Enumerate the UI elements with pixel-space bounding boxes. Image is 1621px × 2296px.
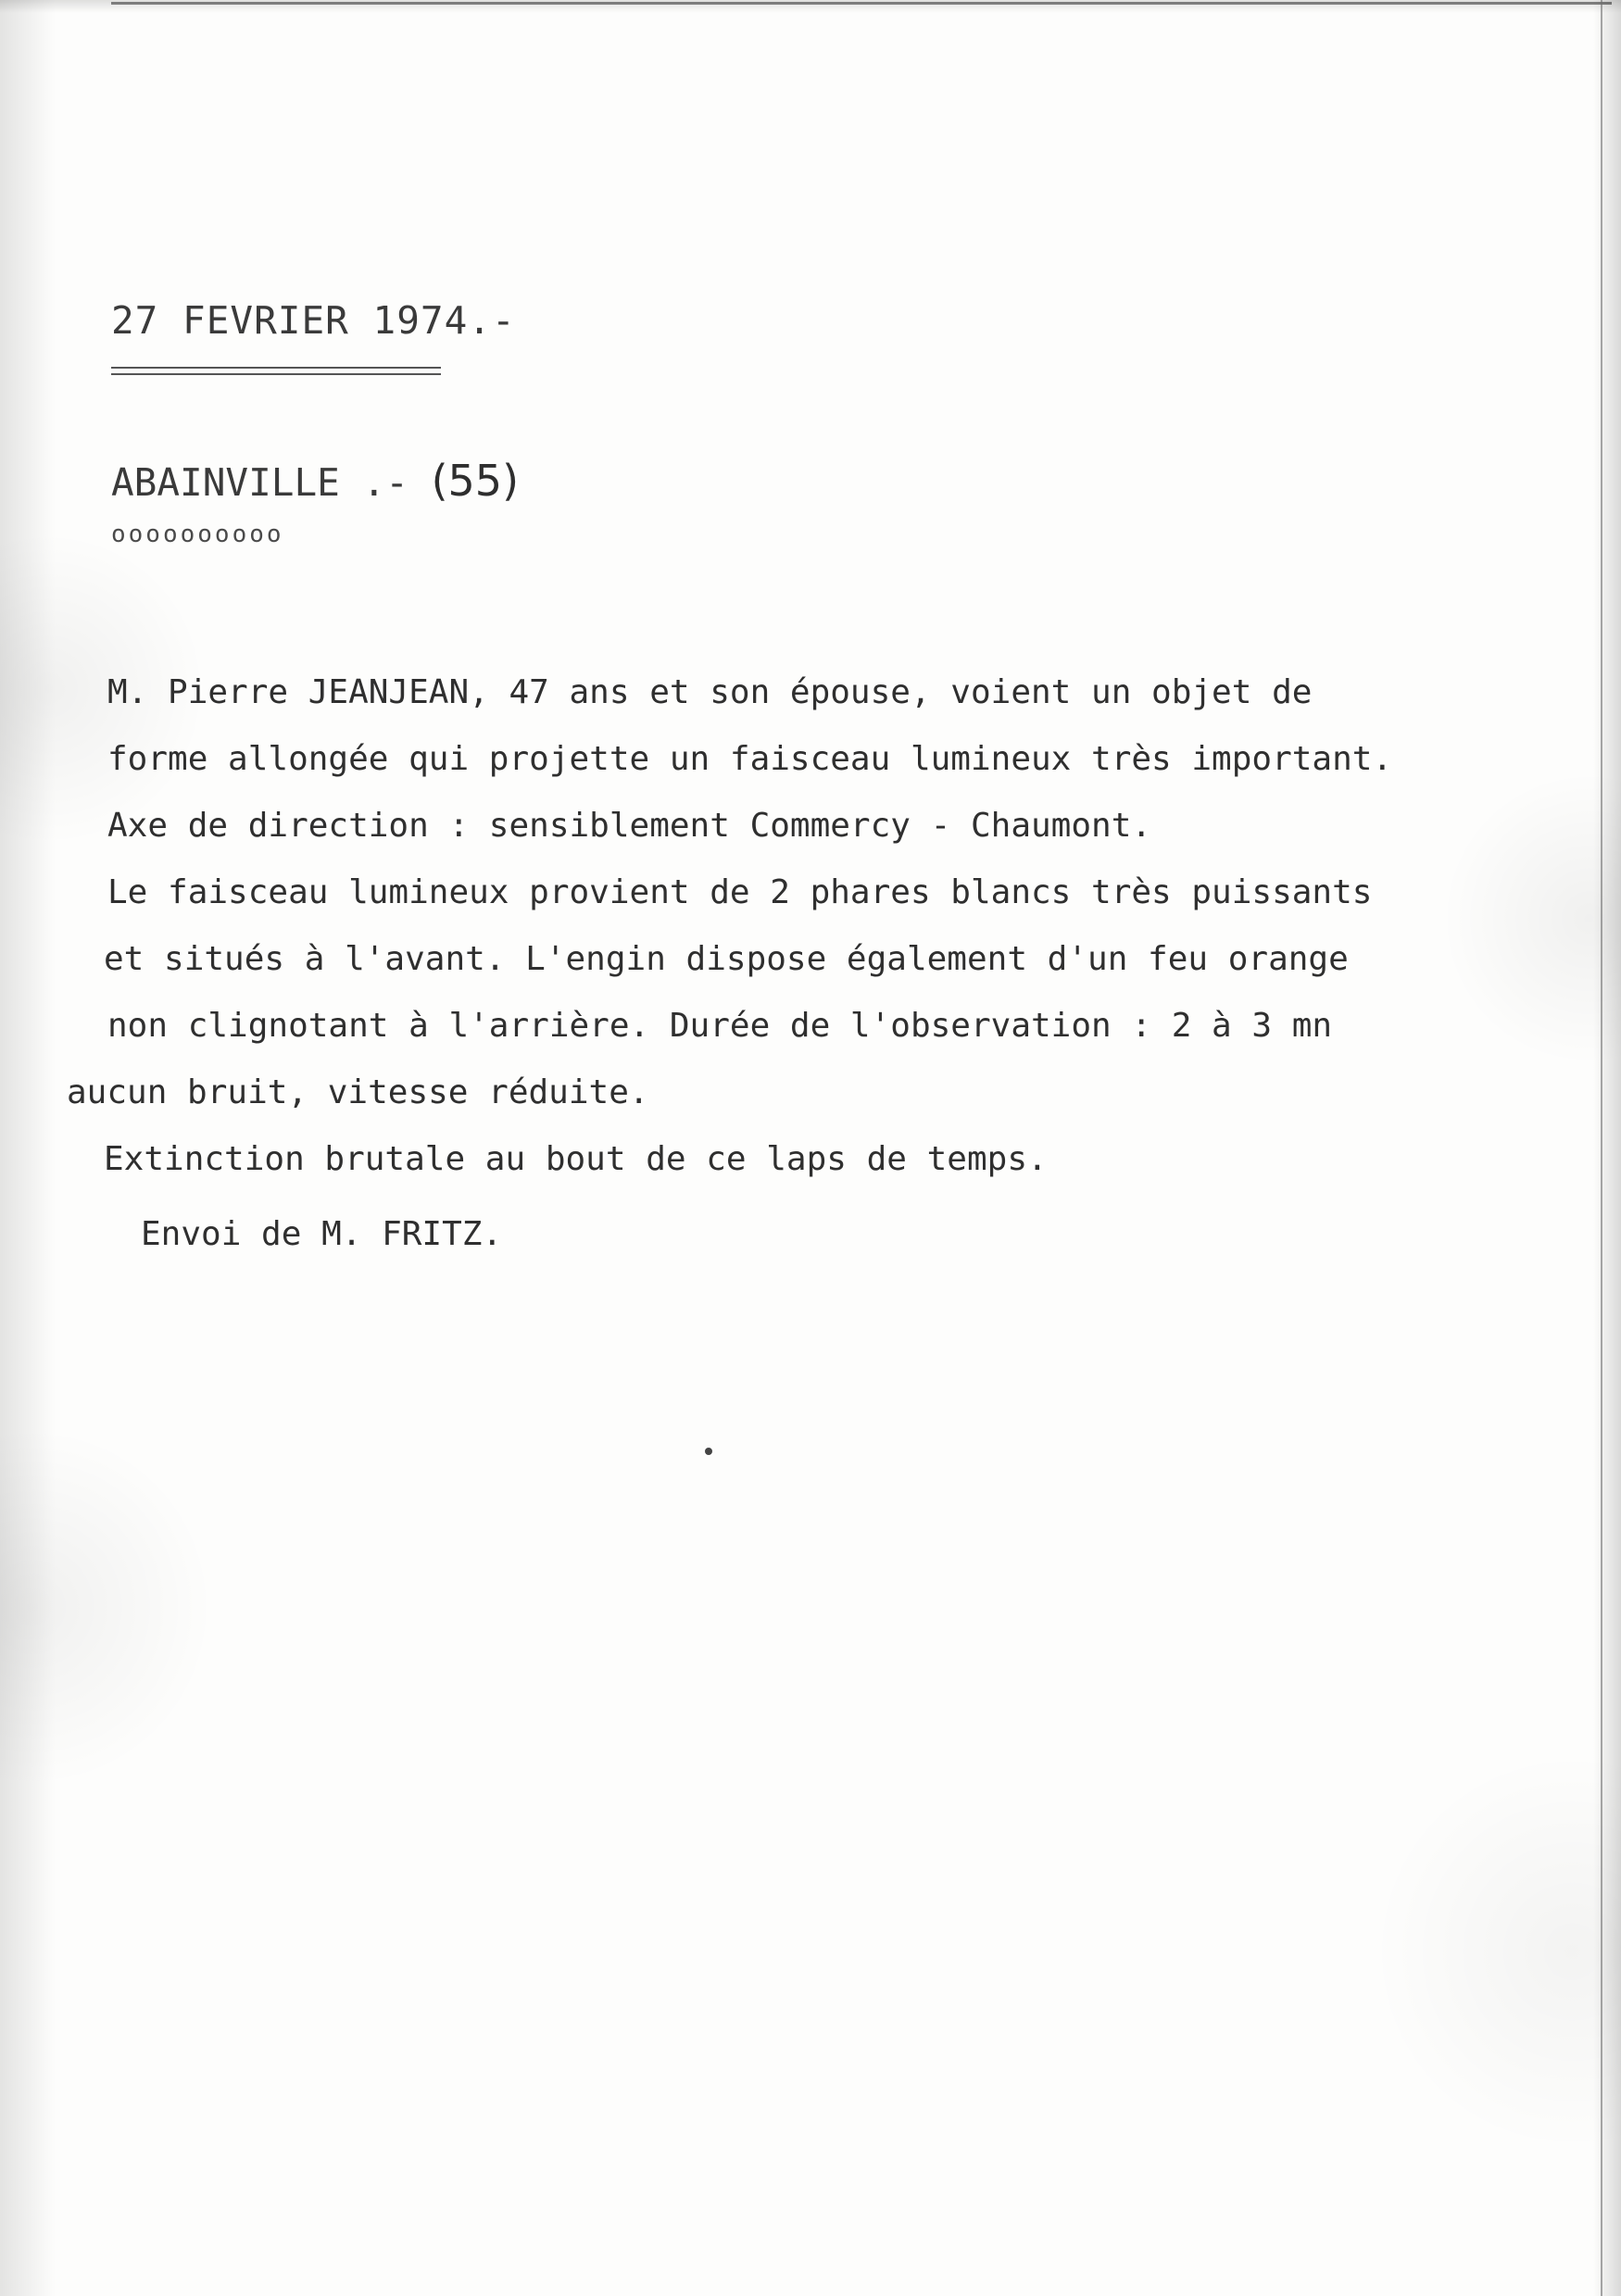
ink-speck bbox=[705, 1448, 712, 1455]
report-body bbox=[67, 659, 1549, 1193]
place-name: ABAINVILLE .- bbox=[111, 460, 408, 505]
scan-edge-right bbox=[1593, 0, 1621, 2296]
place-department: (55) bbox=[431, 456, 520, 506]
scan-edge-left bbox=[0, 0, 56, 2296]
report-place bbox=[111, 456, 519, 506]
date-double-underline bbox=[111, 367, 441, 375]
body-line: non clignotant à l'arrière. Durée de l'observation : 2 à 3 mn bbox=[107, 1007, 1333, 1045]
report-sender: Envoi de M. FRITZ. bbox=[141, 1215, 503, 1253]
report-date: 27 FEVRIER 1974.- bbox=[111, 298, 516, 343]
body-line: Extinction brutale au bout de ce laps de temps. bbox=[104, 1140, 1048, 1178]
body-line: M. Pierre JEANJEAN, 47 ans et son épouse, voient un objet de bbox=[107, 673, 1313, 711]
place-underline: oooooooooo bbox=[111, 521, 284, 548]
body-line: aucun bruit, vitesse réduite. bbox=[67, 1073, 649, 1111]
scan-edge-right-line bbox=[1601, 0, 1602, 2296]
body-line: et situés à l'avant. L'engin dispose également d'un feu orange bbox=[104, 940, 1349, 978]
body-line: Le faisceau lumineux provient de 2 phares blancs très puissants bbox=[107, 873, 1373, 911]
body-line: forme allongée qui projette un faisceau lumineux très important. bbox=[107, 740, 1393, 778]
scan-edge-top-line bbox=[111, 2, 1612, 5]
body-line: Axe de direction : sensiblement Commercy - Chaumont. bbox=[107, 807, 1152, 845]
